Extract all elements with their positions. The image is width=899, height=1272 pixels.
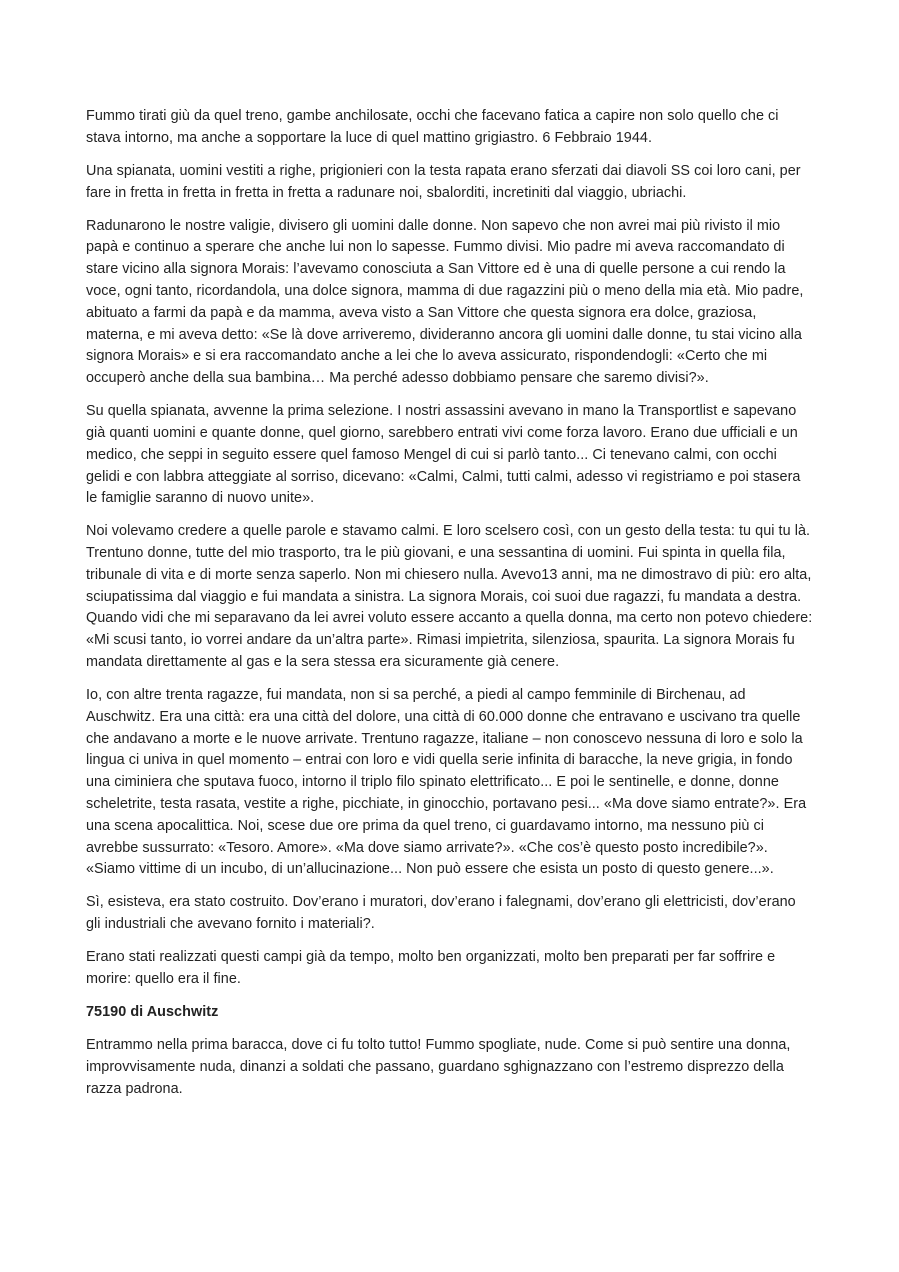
section-heading: 75190 di Auschwitz: [86, 1003, 219, 1020]
paragraph: Io, con altre trenta ragazze, fui mandata, non si sa perché, a piedi al campo femminile di Birchenau, ad Auschwitz. Era una città: era una città del dolore, una città di 60.000 donne che entravano e uscivano tra quelle che andavano a morte e le nuove arrivate. Trentuno ragazze, italiane – non conoscevo nessuna di loro e solo la lingua ci univa in quel momento – entrai con loro e vidi quella serie infinita di baracche, la neve grigia, in fondo una ciminiera che sputava fuoco, intorno il triplo filo spinato elettrificato... E poi le sentinelle, e donne, donne scheletrite, testa rasata, vestite a righe, picchiate, in ginocchio, portavano pesi... «Ma dove siamo entrate?». Era una scena apocalittica. Noi, scese due ore prima da quel treno, ci guardavamo intorno, ma nessuno più ci avrebbe sussurrato: «Tesoro. Amore». «Ma dove siamo arrivate?». «Che cos’è questo posto incredibile?». «Siamo vittime di un incubo, di un’allucinazione... Non può essere che esista un posto di questo genere...».: [86, 687, 807, 878]
paragraph: Erano stati realizzati questi campi già da tempo, molto ben organizzati, molto ben preparati per far soffrire e morire: quello era il fine.: [86, 949, 776, 987]
paragraph: Sì, esisteva, era stato costruito. Dov’erano i muratori, dov’erano i falegnami, dov’erano gli elettricisti, dov’erano gli industriali che avevano fornito i materiali?.: [86, 894, 796, 933]
paragraph: Fummo tirati giù da quel treno, gambe anchilosate, occhi che facevano fatica a capire non solo quello che ci stava intorno, ma anche a sopportare la luce di quel mattino grigiastro. 6 Febbraio 1944.: [86, 108, 779, 146]
paragraph: Su quella spianata, avvenne la prima selezione. I nostri assassini avevano in mano la Transportlist e sapevano già quanti uomini e quante donne, quel giorno, sarebbero entrati vivi come forza lavoro. Erano due ufficiali e un medico, che seppi in seguito essere quel famoso Mengel di cui si parlò tanto... Ci tenevano calmi, con occhi gelidi e con labbra atteggiate al sorriso, dicevano: «Calmi, Calmi, tutti calmi, adesso vi registriamo e poi stasera le famiglie saranno di nuovo unite».: [86, 403, 801, 507]
paragraph: Entrammo nella prima baracca, dove ci fu tolto tutto! Fummo spogliate, nude. Come si può sentire una donna, improvvisamente nuda, dinanzi a soldati che passano, guardano sghignazzano con l’estremo disprezzo della razza padrona.: [86, 1036, 791, 1097]
document-page: [86, 106, 814, 1112]
paragraph: Una spianata, uomini vestiti a righe, prigionieri con la testa rapata erano sferzati dai diavoli SS coi loro cani, per fare in fretta in fretta in fretta in fretta a radunare noi, sbalorditi, incretiniti dal viaggio, ubriachi.: [86, 162, 801, 201]
paragraph: Radunarono le nostre valigie, divisero gli uomini dalle donne. Non sapevo che non avrei mai più rivisto il mio papà e continuo a sperare che anche lui non lo sapesse. Fummo divisi. Mio padre mi aveva raccomandato di stare vicino alla signora Morais: l’avevamo conosciuta a San Vittore ed è una di quelle persone a cui rendo la voce, ogni tanto, ricordandola, una dolce signora, mamma di due ragazzini più o meno della mia età. Mio padre, abituato a farmi da papà e da mamma, aveva visto a San Vittore che questa signora era dolce, graziosa, materna, e mi aveva detto: «Se là dove arriveremo, divideranno ancora gli uomini dalle donne, tu stai vicino alla signora Morais» e si era raccomandato anche a lei che lo aveva assicurato, rispondendogli: «Certo che mi occuperò anche della sua bambina… Ma perché adesso dobbiamo pensare che saremo divisi?».: [86, 217, 804, 387]
paragraph: Noi volevamo credere a quelle parole e stavamo calmi. E loro scelsero così, con un gesto della testa: tu qui tu là. Trentuno donne, tutte del mio trasporto, tra le più giovani, e una sessantina di uomini. Fui spinta in quella fila, tribunale di vita e di morte senza saperlo. Non mi chiesero nulla. Avevo13 anni, ma ne dimostravo di più: ero alta, sciupatissima dal viaggio e fui mandata a sinistra. La signora Morais, coi suoi due ragazzi, fu mandata a destra. Quando vidi che mi separavano da lei avrei voluto essere accanto a quella donna, ma certo non potevo chiedere: «Mi scusi tanto, io vorrei andare da un’altra parte». Rimasi impietrita, silenziosa, spaurita. La signora Morais fu mandata direttamente al gas e la sera stessa era sicuramente già cenere.: [86, 523, 813, 671]
